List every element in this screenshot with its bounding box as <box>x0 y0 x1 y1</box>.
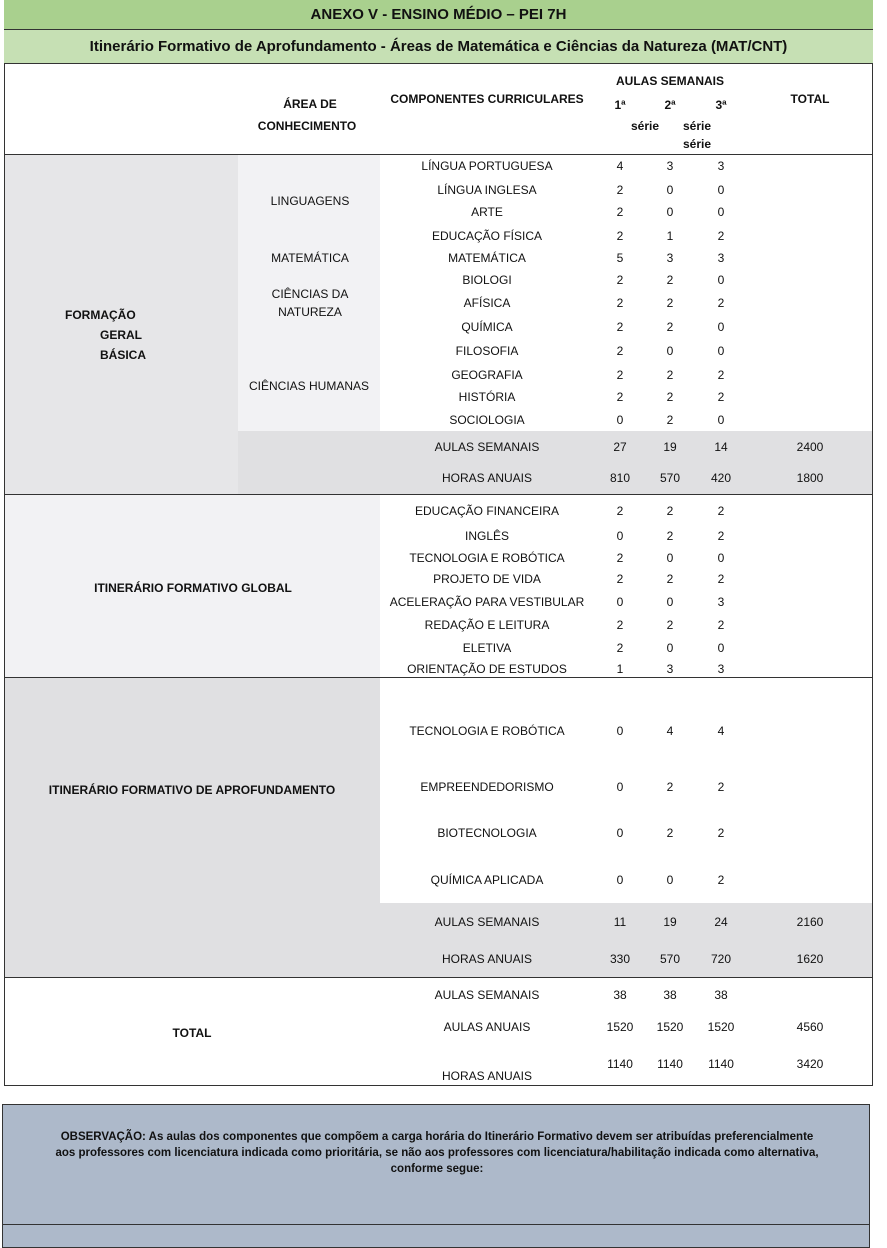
value-s3: 38 <box>714 988 728 1002</box>
serie-2-header: 2ª <box>664 98 676 112</box>
value-s2: 0 <box>666 344 674 358</box>
value-s1: 0 <box>616 780 624 794</box>
value-s3: 2 <box>717 504 725 518</box>
component-name: PROJETO DE VIDA <box>433 572 541 586</box>
aprof-label-cell <box>5 678 380 977</box>
value-s3: 0 <box>717 344 725 358</box>
component-name: REDAÇÃO E LEITURA <box>424 618 550 632</box>
component-name: FILOSOFIA <box>455 344 519 358</box>
component-name: LÍNGUA INGLESA <box>437 183 537 197</box>
row-total: 4560 <box>796 1020 824 1034</box>
value-s3: 420 <box>710 471 732 485</box>
component-name: TECNOLOGIA E ROBÓTICA <box>409 724 565 738</box>
component-name: EDUCAÇÃO FÍSICA <box>431 229 543 243</box>
value-s2: 2 <box>666 618 674 632</box>
component-name: HISTÓRIA <box>458 390 516 404</box>
total-header: TOTAL <box>790 92 830 106</box>
document-title-text: ANEXO V - ENSINO MÉDIO – PEI 7H <box>310 6 567 23</box>
component-name: INGLÊS <box>464 529 510 543</box>
component-name: BIOLOGI <box>462 273 512 287</box>
value-s3: 2 <box>717 780 725 794</box>
component-name: QUÍMICA <box>461 320 513 334</box>
component-name: BIOTECNOLOGIA <box>437 826 537 840</box>
weekly-header: AULAS SEMANAIS <box>615 74 725 88</box>
observation-line3: conforme segue: <box>390 1163 484 1175</box>
component-name: AFÍSICA <box>463 296 511 310</box>
value-s2: 1520 <box>656 1020 684 1034</box>
value-s3: 0 <box>717 183 725 197</box>
row-total: 2400 <box>796 440 824 454</box>
value-s1: 0 <box>616 873 624 887</box>
serie-label-2: série <box>682 119 712 133</box>
value-s1: 0 <box>616 595 624 609</box>
value-s1: 1520 <box>606 1020 634 1034</box>
value-s2: 2 <box>666 572 674 586</box>
total-label: TOTAL <box>172 1026 212 1040</box>
area-linguagens: LINGUAGENS <box>270 194 350 208</box>
value-s1: 2 <box>616 296 624 310</box>
component-name: TECNOLOGIA E ROBÓTICA <box>409 551 565 565</box>
value-s3: 2 <box>717 873 725 887</box>
component-name: AULAS ANUAIS <box>443 1020 531 1034</box>
area-ciencias-natureza-line2: NATUREZA <box>278 305 342 319</box>
component-name: AULAS SEMANAIS <box>434 440 540 454</box>
value-s3: 0 <box>717 205 725 219</box>
value-s3: 3 <box>717 595 725 609</box>
observation-line1: OBSERVAÇÃO: As aulas dos componentes que compõem a carga horária do Itinerário Formativo devem ser atribuídas preferencialmente <box>60 1131 814 1143</box>
area-ciencias-natureza-line1: CIÊNCIAS DA <box>271 287 349 301</box>
value-s1: 2 <box>616 390 624 404</box>
component-name: HORAS ANUAIS <box>441 1069 533 1083</box>
value-s2: 3 <box>666 159 674 173</box>
value-s1: 0 <box>616 529 624 543</box>
value-s2: 570 <box>659 952 681 966</box>
value-s2: 2 <box>666 320 674 334</box>
value-s2: 0 <box>666 205 674 219</box>
component-name: ARTE <box>471 205 503 219</box>
value-s3: 0 <box>717 320 725 334</box>
observation-text <box>3 1129 871 1177</box>
value-s1: 4 <box>616 159 624 173</box>
value-s1: 2 <box>616 183 624 197</box>
component-name: ORIENTAÇÃO DE ESTUDOS <box>407 662 567 676</box>
value-s1: 0 <box>616 724 624 738</box>
value-s2: 0 <box>666 641 674 655</box>
observation-footer <box>2 1225 870 1248</box>
value-s2: 38 <box>663 988 677 1002</box>
component-name: QUÍMICA APLICADA <box>430 873 544 887</box>
value-s3: 14 <box>714 440 728 454</box>
area-matematica: MATEMÁTICA <box>271 251 349 265</box>
value-s1: 2 <box>616 273 624 287</box>
value-s3: 3 <box>717 159 725 173</box>
document-title <box>4 0 873 30</box>
row-total: 1620 <box>796 952 824 966</box>
value-s1: 2 <box>616 320 624 334</box>
row-total: 2160 <box>796 915 824 929</box>
component-name: LÍNGUA PORTUGUESA <box>421 159 553 173</box>
value-s2: 3 <box>666 251 674 265</box>
value-s2: 2 <box>666 413 674 427</box>
component-name: AULAS SEMANAIS <box>434 988 540 1002</box>
value-s2: 2 <box>666 296 674 310</box>
components-header: COMPONENTES CURRICULARES <box>390 92 584 106</box>
value-s1: 2 <box>616 618 624 632</box>
value-s3: 2 <box>717 529 725 543</box>
value-s2: 1140 <box>657 1057 683 1071</box>
component-name: EMPREENDEDORISMO <box>420 780 554 794</box>
fgb-label-line2: GERAL <box>100 328 142 342</box>
component-name: HORAS ANUAIS <box>441 952 533 966</box>
value-s1: 1 <box>616 662 624 676</box>
value-s2: 19 <box>663 915 677 929</box>
value-s2: 1 <box>666 229 674 243</box>
value-s3: 2 <box>717 229 725 243</box>
serie-label-1: série <box>630 119 660 133</box>
value-s2: 2 <box>666 368 674 382</box>
value-s3: 2 <box>717 390 725 404</box>
serie-label-3: série <box>682 137 712 151</box>
divider <box>4 977 873 978</box>
value-s1: 2 <box>616 205 624 219</box>
value-s1: 2 <box>616 641 624 655</box>
area-header-line1: ÁREA DE <box>283 97 337 111</box>
component-name: SOCIOLOGIA <box>449 413 525 427</box>
value-s1: 2 <box>616 551 624 565</box>
component-name: HORAS ANUAIS <box>441 471 533 485</box>
value-s1: 330 <box>609 952 631 966</box>
value-s3: 0 <box>717 551 725 565</box>
component-name: AULAS SEMANAIS <box>434 915 540 929</box>
component-name: EDUCAÇÃO FINANCEIRA <box>414 504 560 518</box>
document-subtitle-text: Itinerário Formativo de Aprofundamento - Áreas de Matemática e Ciências da Natureza (MAT/CNT) <box>89 38 788 55</box>
value-s3: 2 <box>717 368 725 382</box>
value-s1: 810 <box>609 471 631 485</box>
value-s3: 24 <box>714 915 728 929</box>
value-s3: 1140 <box>708 1057 734 1071</box>
fgb-label-cell <box>5 155 238 494</box>
value-s2: 0 <box>666 595 674 609</box>
observation-line2: aos professores com licenciatura indicada como prioritária, se não aos professores com licenciatura/habilitação indicada como alternativa, <box>55 1147 819 1159</box>
value-s3: 3 <box>717 662 725 676</box>
value-s1: 2 <box>616 368 624 382</box>
aprof-label: ITINERÁRIO FORMATIVO DE APROFUNDAMENTO <box>48 783 336 797</box>
value-s2: 570 <box>659 471 681 485</box>
component-name: ACELERAÇÃO PARA VESTIBULAR <box>389 595 585 609</box>
value-s2: 2 <box>666 273 674 287</box>
value-s1: 2 <box>616 572 624 586</box>
value-s2: 19 <box>663 440 677 454</box>
value-s1: 1140 <box>607 1057 633 1071</box>
row-total: 1800 <box>796 471 824 485</box>
value-s3: 2 <box>717 572 725 586</box>
value-s1: 2 <box>616 504 624 518</box>
value-s3: 0 <box>717 641 725 655</box>
area-ciencias-humanas: CIÊNCIAS HUMANAS <box>248 379 370 393</box>
value-s2: 4 <box>666 724 674 738</box>
fgb-label-line3: BÁSICA <box>100 348 147 362</box>
serie-3-header: 3ª <box>715 98 727 112</box>
component-name: ELETIVA <box>462 641 512 655</box>
component-name: GEOGRAFIA <box>451 368 523 382</box>
value-s3: 3 <box>717 251 725 265</box>
value-s1: 2 <box>616 344 624 358</box>
value-s2: 3 <box>666 662 674 676</box>
global-label: ITINERÁRIO FORMATIVO GLOBAL <box>94 581 292 595</box>
value-s2: 2 <box>666 390 674 404</box>
value-s3: 2 <box>717 618 725 632</box>
value-s1: 0 <box>616 826 624 840</box>
component-name: MATEMÁTICA <box>448 251 526 265</box>
value-s1: 0 <box>616 413 624 427</box>
area-header-line2: CONHECIMENTO <box>257 119 357 133</box>
value-s2: 0 <box>666 873 674 887</box>
value-s2: 2 <box>666 780 674 794</box>
value-s1: 27 <box>613 440 627 454</box>
serie-1-header: 1ª <box>614 98 626 112</box>
row-total: 3420 <box>796 1057 824 1071</box>
value-s1: 5 <box>616 251 624 265</box>
value-s3: 2 <box>717 826 725 840</box>
observation-box <box>2 1104 870 1225</box>
value-s3: 720 <box>710 952 732 966</box>
document-subtitle <box>4 30 873 64</box>
fgb-label-line1: FORMAÇÃO <box>65 308 136 322</box>
value-s1: 38 <box>613 988 627 1002</box>
value-s3: 4 <box>717 724 725 738</box>
fgb-summary-band <box>238 431 872 494</box>
value-s2: 0 <box>666 551 674 565</box>
value-s2: 2 <box>666 529 674 543</box>
value-s3: 0 <box>717 413 725 427</box>
value-s3: 0 <box>717 273 725 287</box>
value-s3: 1520 <box>707 1020 735 1034</box>
value-s2: 2 <box>666 504 674 518</box>
value-s2: 0 <box>666 183 674 197</box>
value-s1: 2 <box>616 229 624 243</box>
value-s3: 2 <box>717 296 725 310</box>
value-s1: 11 <box>613 915 627 929</box>
value-s2: 2 <box>666 826 674 840</box>
